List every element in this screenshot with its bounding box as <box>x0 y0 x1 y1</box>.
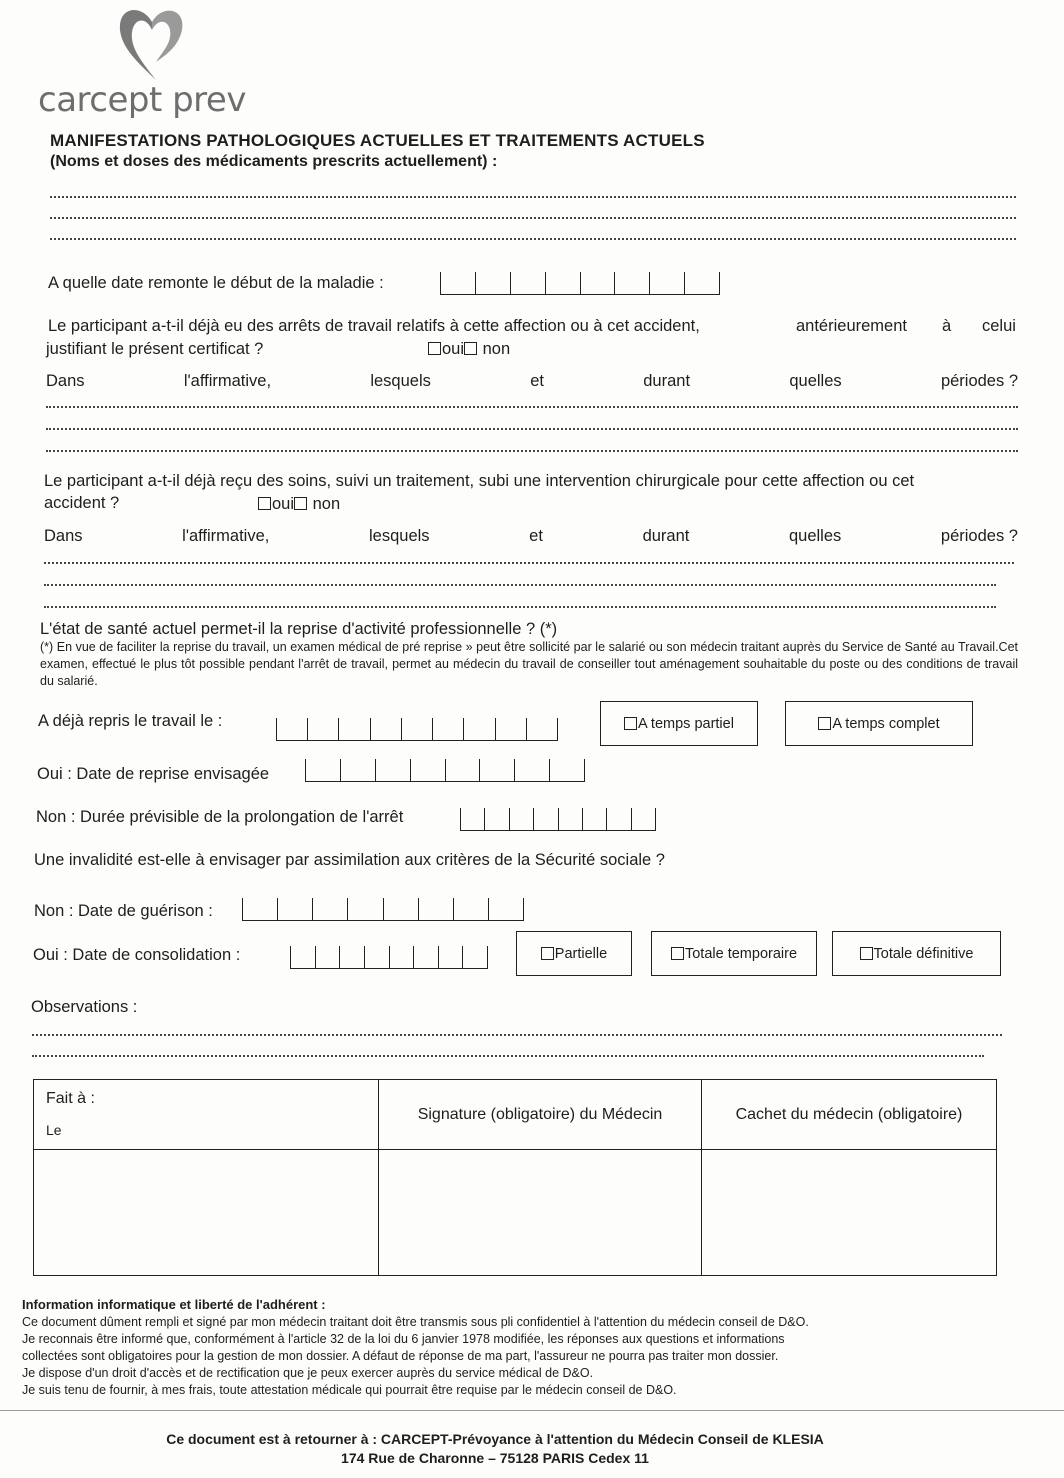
stops-question-tail-3: celui <box>982 317 1016 335</box>
care-yes-checkbox[interactable] <box>258 497 271 510</box>
invalidity-question: Une invalidité est-elle à envisager par assimilation aux critères de la Sécurité sociale ? <box>34 851 665 869</box>
privacy-line: collectées sont obligatoires pour la gestion de mon dossier. A défaut de réponse de ma part, l'assureur ne pourra pas traiter mon dossier. <box>22 1349 779 1363</box>
followup-word: Dans <box>44 527 83 545</box>
consol-temp-label: Totale temporaire <box>684 945 798 962</box>
resume-question: L'état de santé actuel permet-il la reprise d'activité professionnelle ? (*) <box>40 620 558 638</box>
care-line-1[interactable] <box>44 562 1014 564</box>
privacy-information <box>22 1296 1022 1399</box>
consol-def-checkbox[interactable] <box>860 947 873 960</box>
doctor-stamp-header: Cachet du médecin (obligatoire) <box>702 1080 997 1150</box>
prolongation-label: Non : Durée prévisible de la prolongation de l'arrêt <box>36 808 404 826</box>
cure-date-label: Non : Date de guérison : <box>34 902 213 920</box>
stops-line-1[interactable] <box>46 406 1018 408</box>
logo-icon <box>112 0 192 85</box>
consolidation-temporary-option[interactable] <box>651 931 817 976</box>
followup-word: et <box>530 372 544 390</box>
consol-partial-label: Partielle <box>554 945 608 962</box>
consol-def-label: Totale définitive <box>873 945 974 962</box>
signature-table <box>33 1079 997 1276</box>
doctor-signature-header: Signature (obligatoire) du Médecin <box>379 1080 702 1150</box>
privacy-heading: Information informatique et liberté de l'adhérent : <box>22 1297 326 1312</box>
care-no-checkbox[interactable] <box>294 497 307 510</box>
treatment-line-2[interactable] <box>50 217 1016 219</box>
care-question-line1: Le participant a-t-il déjà reçu des soins, suivi un traitement, subi une intervention chirurgicale pour cette affection ou cet <box>44 472 915 490</box>
stops-line-3[interactable] <box>46 450 1018 452</box>
full-time-checkbox[interactable] <box>818 717 831 730</box>
onset-date-field[interactable] <box>440 264 720 295</box>
fait-a-label: Fait à : <box>46 1090 95 1107</box>
observations-label: Observations : <box>31 998 138 1016</box>
followup-word: périodes ? <box>940 527 1018 545</box>
doctor-signature-area[interactable] <box>379 1150 702 1276</box>
doctor-stamp-area[interactable] <box>702 1150 997 1276</box>
stops-question-tail-1: antérieurement <box>796 317 907 335</box>
followup-word: durant <box>642 527 690 545</box>
footer-divider <box>0 1410 1064 1411</box>
le-label: Le <box>46 1122 62 1138</box>
consol-partial-checkbox[interactable] <box>541 947 554 960</box>
followup-word: durant <box>643 372 691 390</box>
resume-note: (*) En vue de faciliter la reprise du travail, un examen médical de pré reprise » peut être sollicité par le salarié ou son médecin traitant auprès du Service de Santé au Travail.Cet examen, effectué le plus tôt possible pendant l'arrêt de travail, permet au médecin du travail de conseiller tout aménagement souhaitable du poste ou des conditions de travail du salarié. <box>40 640 1018 688</box>
full-time-label: A temps complet <box>832 715 940 732</box>
place-date-cell[interactable] <box>34 1080 379 1150</box>
care-line-2[interactable] <box>44 584 996 586</box>
stops-question-tail-2: à <box>942 317 952 335</box>
part-time-checkbox[interactable] <box>624 717 637 730</box>
followup-word: périodes ? <box>940 372 1018 390</box>
cure-date-field[interactable] <box>242 890 524 921</box>
observations-line-2[interactable] <box>32 1055 984 1057</box>
onset-date-label: A quelle date remonte le début de la maladie : <box>48 274 384 292</box>
prolongation-duration-field[interactable] <box>460 800 656 831</box>
followup-word: quelles <box>788 527 842 545</box>
stops-question-line2: justifiant le présent certificat ? <box>46 340 264 358</box>
followup-word: quelles <box>789 372 842 390</box>
treatment-line-3[interactable] <box>50 238 1016 240</box>
resumed-label: A déjà repris le travail le : <box>38 712 223 730</box>
brand-logo-text: carcept prev <box>38 80 246 120</box>
care-question-line2: accident ? <box>44 494 120 512</box>
return-address-line2: 174 Rue de Charonne – 75128 PARIS Cedex 11 <box>341 1450 649 1466</box>
place-date-area[interactable] <box>34 1150 379 1276</box>
stops-followup <box>46 372 1018 391</box>
consolidation-definitive-option[interactable] <box>832 931 1001 976</box>
part-time-label: A temps partiel <box>638 715 734 732</box>
stops-line-2[interactable] <box>46 428 1018 430</box>
planned-resume-date-field[interactable] <box>305 751 585 782</box>
observations-line-1[interactable] <box>32 1034 1002 1036</box>
care-line-3[interactable] <box>44 606 996 608</box>
followup-word: l'affirmative, <box>183 372 272 390</box>
stops-no-checkbox[interactable] <box>464 342 477 355</box>
followup-word: lesquels <box>370 372 431 390</box>
followup-word: Dans <box>46 372 85 390</box>
stops-question-line1: Le participant a-t-il déjà eu des arrêts de travail relatifs à cette affection ou à cet accident, <box>48 317 700 335</box>
form-title: MANIFESTATIONS PATHOLOGIQUES ACTUELLES ET TRAITEMENTS ACTUELS <box>50 131 705 150</box>
care-followup <box>44 527 1018 546</box>
stops-yes-no <box>428 340 510 359</box>
stops-no-label: non <box>482 340 511 358</box>
privacy-line: Je suis tenu de fournir, à mes frais, toute attestation médicale qui pourrait être requise par le médecin conseil de D&O. <box>22 1383 677 1397</box>
privacy-line: Je reconnais être informé que, conformément à l'article 32 de la loi du 6 janvier 1978 modifiée, les réponses aux questions et informations <box>22 1332 785 1346</box>
form-subtitle: (Noms et doses des médicaments prescrits actuellement) : <box>50 153 498 170</box>
care-yes-no <box>258 495 340 514</box>
care-yes-label: oui <box>272 495 295 513</box>
consolidation-partial-option[interactable] <box>516 931 632 976</box>
treatment-line-1[interactable] <box>50 196 1016 198</box>
resumed-full-time-option[interactable] <box>785 701 973 746</box>
resumed-date-field[interactable] <box>276 710 558 741</box>
return-address-line1: Ce document est à retourner à : CARCEPT-Prévoyance à l'attention du Médecin Conseil de KLESIA <box>166 1431 824 1447</box>
consolidation-date-label: Oui : Date de consolidation : <box>33 946 241 964</box>
resumed-part-time-option[interactable] <box>600 701 758 746</box>
privacy-line: Ce document dûment rempli et signé par mon médecin traitant doit être transmis sous pli confidentiel à l'attention du médecin conseil de D&O. <box>22 1315 809 1329</box>
planned-resume-label: Oui : Date de reprise envisagée <box>37 765 270 783</box>
care-no-label: non <box>312 495 341 513</box>
followup-word: lesquels <box>369 527 430 545</box>
stops-yes-checkbox[interactable] <box>428 342 441 355</box>
followup-word: l'affirmative, <box>182 527 270 545</box>
privacy-line: Je dispose d'un droit d'accès et de rectification que je peux exercer auprès du service médical de D&O. <box>22 1366 594 1380</box>
consol-temp-checkbox[interactable] <box>671 947 684 960</box>
consolidation-date-field[interactable] <box>290 938 488 969</box>
stops-yes-label: oui <box>442 340 465 358</box>
followup-word: et <box>529 527 543 545</box>
return-address <box>0 1430 990 1468</box>
